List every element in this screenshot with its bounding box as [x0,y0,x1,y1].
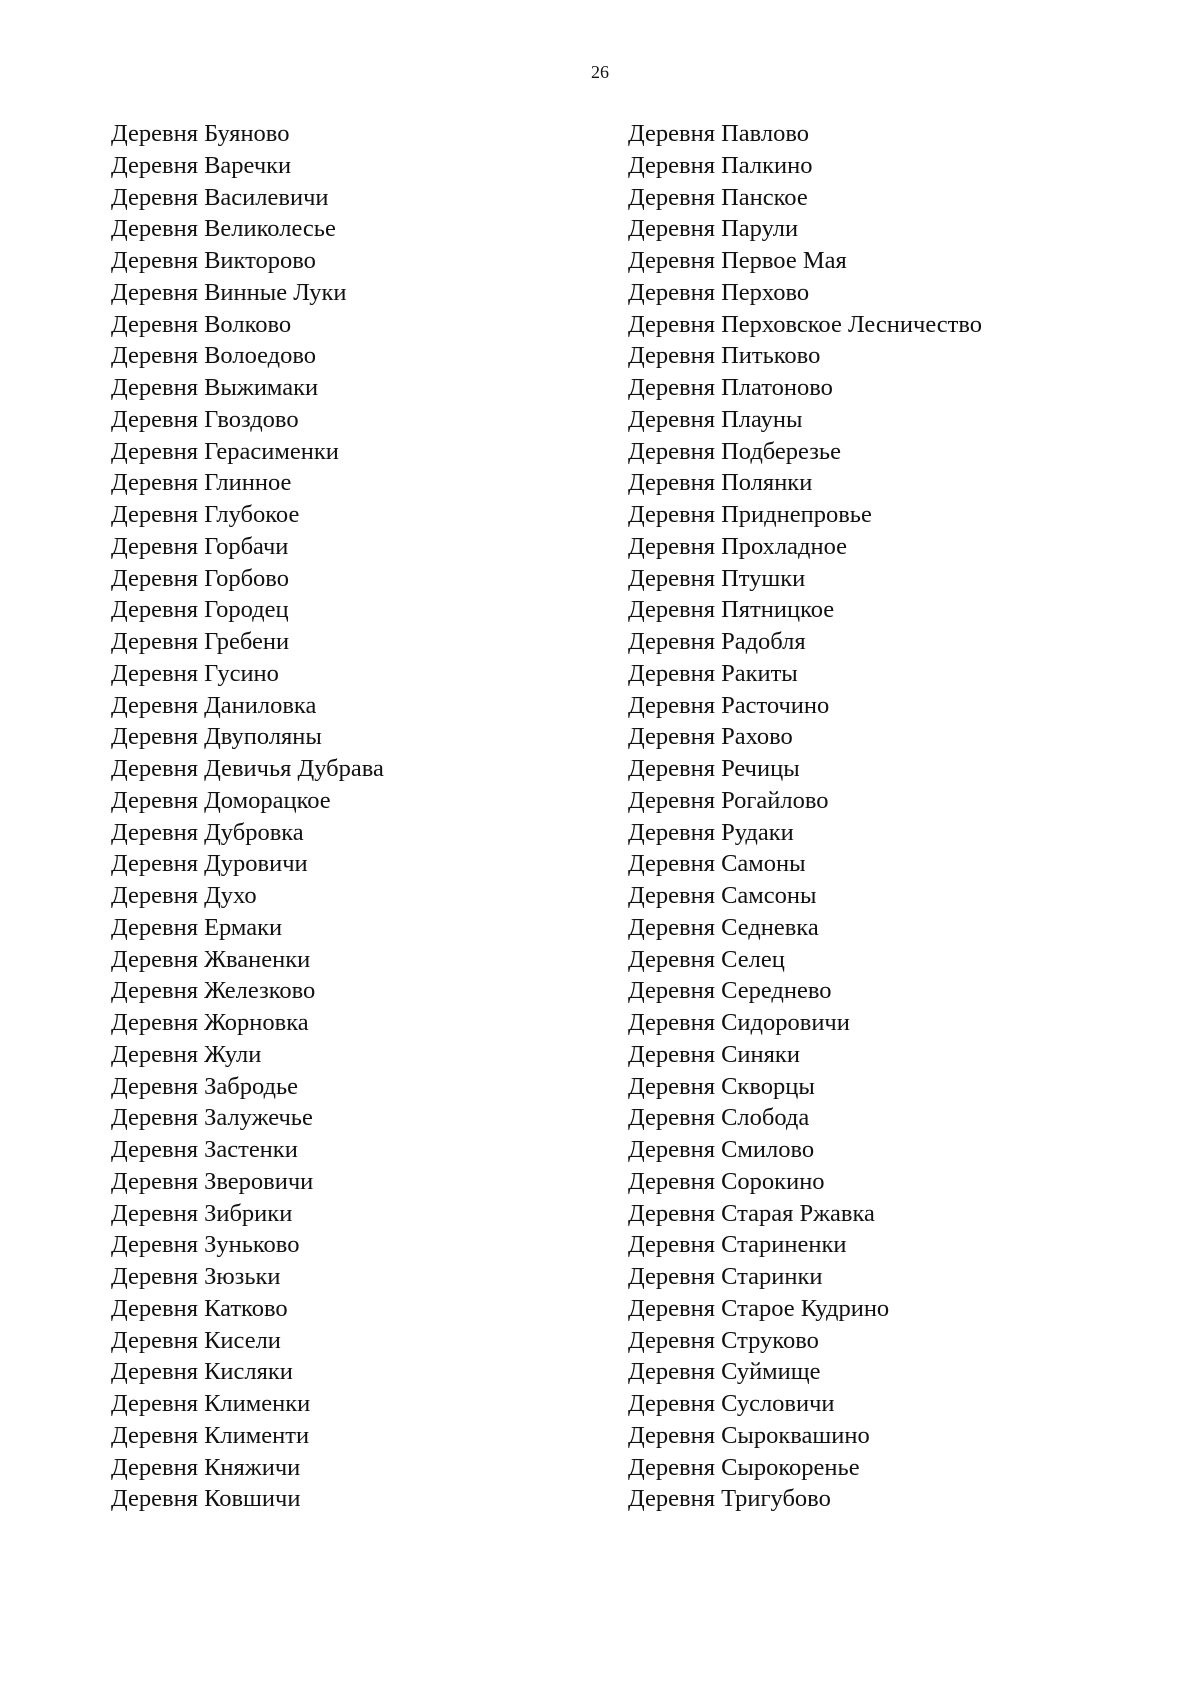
list-item: Деревня Павлово [628,120,810,147]
list-item: Деревня Волково [111,310,292,338]
list-item: Деревня Сусловичи [628,1390,835,1417]
list-item: Деревня Старая Ржавка [628,1199,875,1227]
list-item: Деревня Сырокоренье [628,1453,860,1481]
list-item: Деревня Горбово [111,564,289,592]
list-item: Деревня Ковшичи [111,1485,301,1513]
list-item: Деревня Тригубово [628,1485,831,1513]
list-item: Деревня Плауны [628,405,803,433]
list-item: Деревня Княжичи [111,1453,301,1481]
list-item: Деревня Рудаки [628,818,794,846]
list-item: Деревня Радобля [628,628,806,655]
list-item: Деревня Струково [628,1326,819,1354]
list-item: Деревня Середнево [628,977,832,1005]
list-item: Деревня Ракиты [628,659,798,687]
list-item: Деревня Синяки [628,1040,800,1068]
list-item: Деревня Герасименки [111,437,339,465]
list-item: Деревня Катково [111,1294,288,1322]
list-item: Деревня Селец [628,945,785,973]
list-item: Деревня Самоны [628,850,806,878]
list-item: Деревня Зюзьки [111,1263,281,1290]
list-item: Деревня Седневка [628,913,819,941]
list-item: Деревня Сидоровичи [628,1009,850,1036]
list-item: Деревня Гребени [111,628,290,655]
right-column-list [628,118,982,1515]
list-item: Деревня Суймище [628,1358,821,1386]
list-item: Деревня Железково [111,977,316,1005]
list-item: Деревня Клименки [111,1390,311,1417]
list-item: Деревня Волоедово [111,342,317,370]
list-item: Деревня Панское [628,183,808,211]
list-item: Деревня Речицы [628,755,800,782]
list-item: Деревня Рахово [628,723,793,751]
list-item: Деревня Василевичи [111,183,329,211]
list-item: Деревня Перхово [628,278,810,306]
page-number: 26 [591,62,609,82]
list-item: Деревня Клименти [111,1421,310,1449]
list-item: Деревня Первое Мая [628,247,847,274]
list-item: Деревня Парули [628,215,799,243]
list-item: Деревня Жваненки [111,945,311,973]
list-item: Деревня Городец [111,596,289,624]
list-item: Деревня Даниловка [111,691,317,719]
list-item: Деревня Рогайлово [628,786,829,814]
list-item: Деревня Старинки [628,1263,823,1290]
list-item: Деревня Глинное [111,469,292,497]
list-item: Деревня Птушки [628,564,806,592]
list-item: Деревня Выжимаки [111,374,319,401]
list-item: Деревня Скворцы [628,1072,815,1100]
list-item: Деревня Гвоздово [111,405,299,433]
list-item: Деревня Смилово [628,1136,815,1163]
list-item: Деревня Кисляки [111,1358,293,1386]
list-item: Деревня Подберезье [628,437,841,465]
list-item: Деревня Девичья Дубрава [111,755,384,782]
list-item: Деревня Слобода [628,1104,810,1132]
list-item: Деревня Варечки [111,151,292,179]
left-column-list [111,118,384,1515]
list-item: Деревня Ермаки [111,913,283,941]
list-item: Деревня Забродье [111,1072,299,1100]
list-item: Деревня Двуполяны [111,723,322,751]
list-item: Деревня Полянки [628,469,813,497]
list-item: Деревня Горбачи [111,532,289,560]
list-item: Деревня Духо [111,882,257,909]
list-item: Деревня Зибрики [111,1199,293,1227]
list-item: Деревня Платоново [628,374,833,401]
list-item: Деревня Старое Кудрино [628,1294,890,1322]
list-item: Деревня Жорновка [111,1009,309,1036]
list-item: Деревня Приднепровье [628,501,872,528]
list-item: Деревня Гусино [111,659,279,687]
list-item: Деревня Самсоны [628,882,817,909]
list-item: Деревня Зуньково [111,1231,300,1259]
list-item: Деревня Залужечье [111,1104,313,1132]
list-item: Деревня Пятницкое [628,596,835,624]
list-item: Деревня Глубокое [111,501,300,528]
list-item: Деревня Великолесье [111,215,336,243]
list-item: Деревня Сыроквашино [628,1421,870,1449]
list-item: Деревня Кисели [111,1326,281,1354]
list-item: Деревня Дуровичи [111,850,308,878]
list-item: Деревня Палкино [628,151,813,179]
list-item: Деревня Застенки [111,1136,298,1163]
list-item: Деревня Питьково [628,342,821,370]
list-item: Деревня Стариненки [628,1231,847,1259]
list-item: Деревня Викторово [111,247,316,274]
list-item: Деревня Винные Луки [111,278,347,306]
list-item: Деревня Прохладное [628,532,848,560]
list-item: Деревня Буяново [111,120,290,147]
list-item: Деревня Жули [111,1040,262,1068]
list-item: Деревня Сорокино [628,1167,825,1195]
list-item: Деревня Доморацкое [111,786,331,814]
list-item: Деревня Дубровка [111,818,304,846]
list-item: Деревня Расточино [628,691,830,719]
list-item: Деревня Перховское Лесничество [628,310,983,338]
list-item: Деревня Зверовичи [111,1167,314,1195]
